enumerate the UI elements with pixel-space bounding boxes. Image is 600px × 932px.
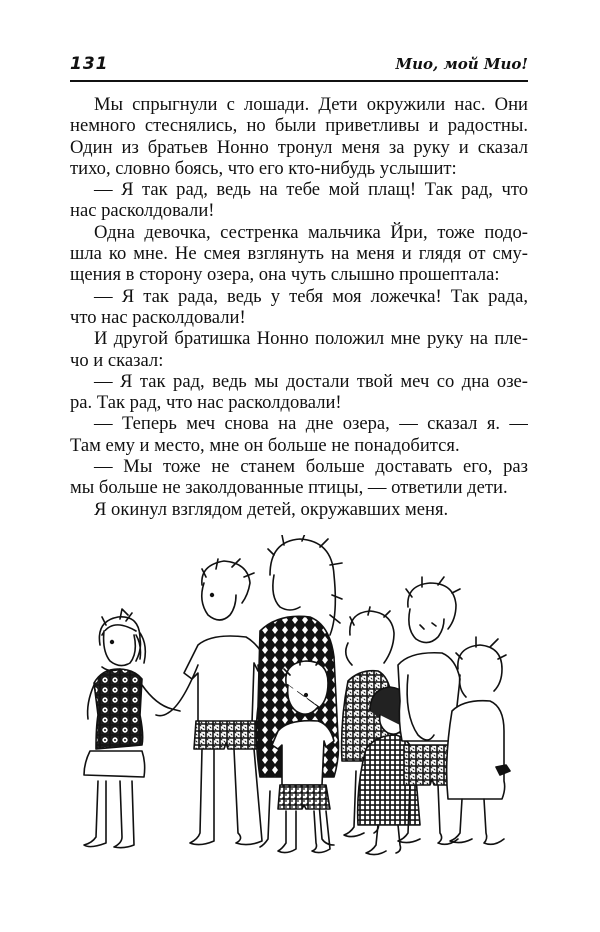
running-head [70, 54, 528, 80]
child-figure-boy-center-left [156, 559, 268, 845]
page-number: 131 [70, 54, 109, 74]
text-line: чо и сказал: [70, 349, 164, 371]
text-line: Одна девочка, сестренка мальчика Йри, тоже подо- [94, 221, 528, 243]
text-line: нас расколдовали! [70, 200, 215, 222]
header-rule [70, 80, 528, 82]
text-line: мы больше не заколдованные птицы, — ответили дети. [70, 477, 508, 499]
text-line: — Мы тоже не станем больше доставать его, раз [94, 456, 528, 478]
text-line: шла ко мне. Не смея взглянуть на меня и глядя от сму- [70, 243, 528, 265]
text-line: немного стеснялись, но были приветливы и радостны. [70, 115, 528, 137]
text-line: щения в сторону озера, она чуть слышно прошептала: [70, 264, 500, 286]
text-line: — Теперь меч снова на дне озера, — сказал я. — [94, 413, 528, 435]
text-line: что нас расколдовали! [70, 306, 246, 328]
child-figure-girl-left [84, 609, 180, 848]
text-line: Там ему и место, мне он больше не понадобится. [70, 434, 460, 456]
text-line: — Я так рада, ведь у тебя моя ложечка! Так рада, [94, 285, 528, 307]
text-line: Один из братьев Нонно тронул меня за руку и сказал [70, 136, 528, 158]
children-illustration [80, 535, 520, 860]
text-line: ра. Так рад, что нас расколдовали! [70, 392, 342, 414]
text-line: — Я так рад, ведь на тебе мой плащ! Так рад, что [94, 179, 528, 201]
text-line: И другой братишка Нонно положил мне руку на пле- [94, 328, 528, 350]
book-title: Мио, мой Мио! [395, 55, 528, 73]
text-line: тихо, словно боясь, что его кто-нибудь услышит: [70, 157, 457, 179]
text-line: Мы спрыгнули с лошади. Дети окружили нас. Они [94, 94, 528, 115]
text-line: — Я так рад, ведь мы достали твой меч со дна озе- [94, 370, 528, 392]
body-text [70, 94, 528, 520]
text-line: Я окинул взглядом детей, окружавших меня. [94, 498, 449, 520]
